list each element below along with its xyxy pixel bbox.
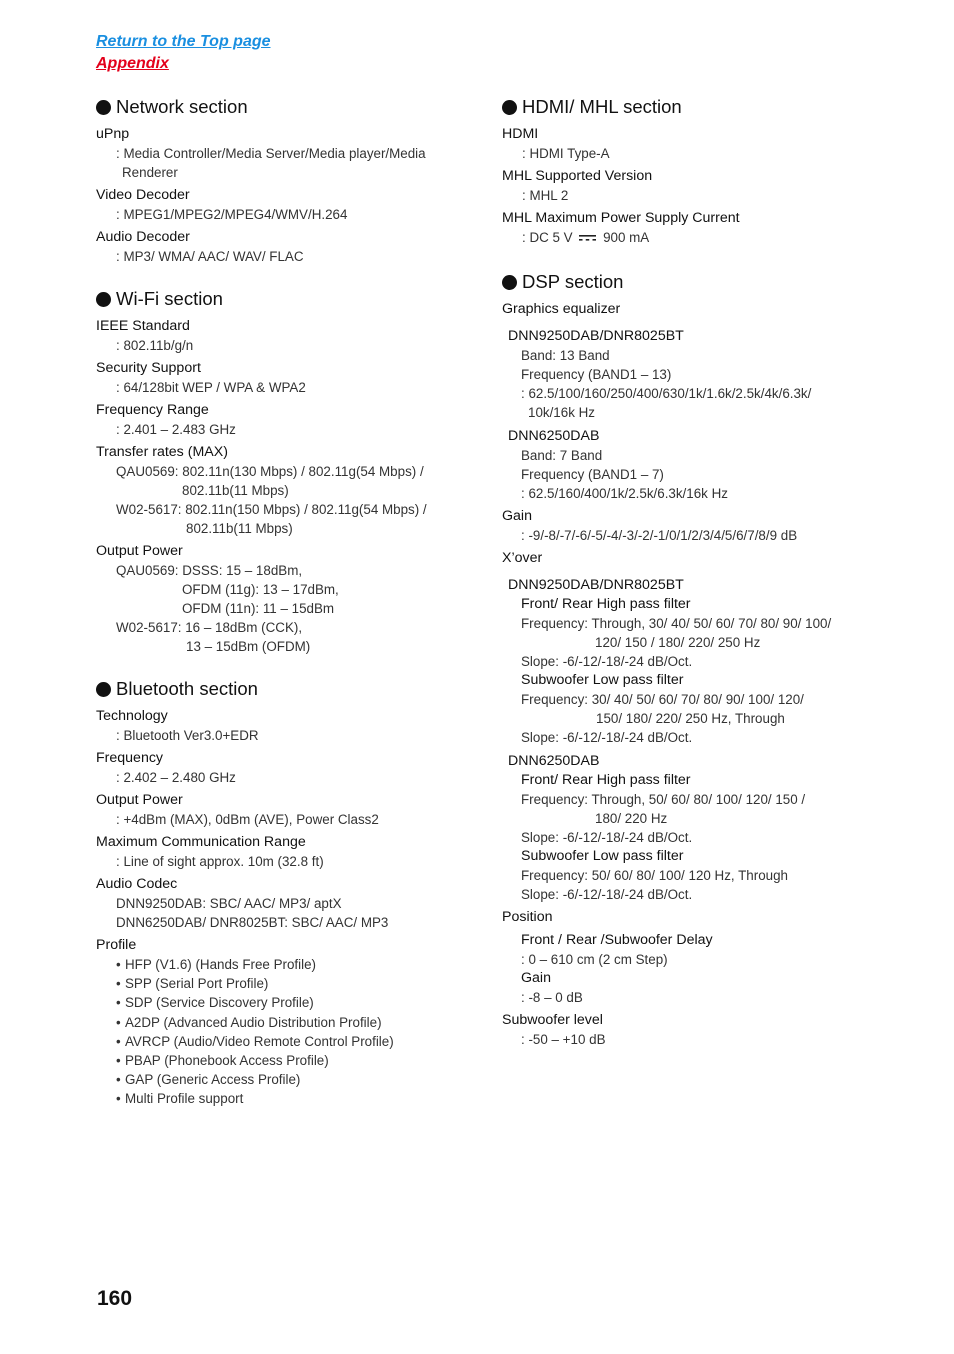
- x1-lpf-freq-line1: Frequency: 30/ 40/ 50/ 60/ 70/ 80/ 90/ 100/ 120/: [521, 692, 804, 707]
- mhl-version-value: : MHL 2: [522, 188, 569, 203]
- bt-output-power-value: : +4dBm (MAX), 0dBm (AVE), Power Class2: [116, 812, 379, 827]
- mhl-current-suffix: 900 mA: [603, 230, 650, 245]
- audio-codec-label: Audio Codec: [96, 876, 178, 892]
- mhl-current-prefix: : DC 5 V: [522, 230, 573, 245]
- position-gain-label: Gain: [521, 970, 551, 986]
- bt-frequency-value: : 2.402 – 2.480 GHz: [116, 770, 236, 785]
- hdmi-section: [502, 94, 902, 247]
- technology-label: Technology: [96, 708, 168, 724]
- audio-decoder-label: Audio Decoder: [96, 229, 190, 245]
- audio-decoder-value: : MP3/ WMA/ AAC/ WAV/ FLAC: [116, 249, 304, 264]
- x2-lpf-label: Subwoofer Low pass filter: [521, 848, 684, 864]
- network-section-title: [96, 94, 476, 120]
- bluetooth-section-title: [96, 676, 476, 702]
- eq-freq-1-line1: : 62.5/100/160/250/400/630/1k/1.6k/2.5k/4k/6.3k/: [521, 386, 812, 401]
- eq-freq-1-line2: 10k/16k Hz: [528, 405, 595, 420]
- mhl-current-value: [502, 228, 902, 247]
- list-item: • GAP (Generic Access Profile): [116, 1070, 476, 1089]
- bullet-dot-icon: [502, 275, 517, 290]
- dc-symbol-icon: [579, 234, 596, 242]
- codec-line1: DNN9250DAB: SBC/ AAC/ MP3/ aptX: [116, 896, 342, 911]
- dsp-section: [502, 269, 902, 1049]
- x2-hpf-label: Front/ Rear High pass filter: [521, 772, 691, 788]
- eq-band-1: Band: 13 Band: [521, 348, 610, 363]
- eq-freq-label-2: Frequency (BAND1 – 7): [521, 467, 664, 482]
- upnp-value-line1: : Media Controller/Media Server/Media player/Media: [116, 146, 426, 161]
- top-links: [96, 31, 271, 75]
- gain-label: Gain: [502, 508, 532, 524]
- rates-qau-line1: QAU0569: 802.11n(130 Mbps) / 802.11g(54 Mbps) /: [116, 464, 424, 479]
- list-item: • SPP (Serial Port Profile): [116, 974, 476, 993]
- technology-value: : Bluetooth Ver3.0+EDR: [116, 728, 259, 743]
- x2-lpf-slope: Slope: -6/-12/-18/-24 dB/Oct.: [521, 887, 693, 902]
- network-title-text: Network section: [116, 96, 248, 117]
- xover-model-1: DNN9250DAB/DNR8025BT: [508, 577, 684, 593]
- wifi-section-title: [96, 286, 476, 312]
- codec-line2: DNN6250DAB/ DNR8025BT: SBC/ AAC/ MP3: [116, 915, 389, 930]
- x1-lpf-slope: Slope: -6/-12/-18/-24 dB/Oct.: [521, 730, 693, 745]
- gain-value: : -9/-8/-7/-6/-5/-4/-3/-2/-1/0/1/2/3/4/5/6/7/8/9 dB: [521, 528, 798, 543]
- x1-hpf-freq-line2: 120/ 150 / 180/ 220/ 250 Hz: [595, 635, 761, 650]
- x1-lpf-label: Subwoofer Low pass filter: [521, 672, 684, 688]
- range-label: Maximum Communication Range: [96, 834, 306, 850]
- eq-freq-label-1: Frequency (BAND1 – 13): [521, 367, 672, 382]
- x1-hpf-slope: Slope: -6/-12/-18/-24 dB/Oct.: [521, 654, 693, 669]
- profile-label: Profile: [96, 937, 137, 953]
- position-label: Position: [502, 909, 553, 925]
- list-item: • Multi Profile support: [116, 1089, 476, 1108]
- upnp-value-line2: Renderer: [122, 165, 178, 180]
- list-item: • AVRCP (Audio/Video Remote Control Profile): [116, 1032, 476, 1051]
- subwoofer-level-label: Subwoofer level: [502, 1012, 603, 1028]
- bullet-dot-icon: [96, 100, 111, 115]
- rates-qau-line2: 802.11b(11 Mbps): [182, 483, 289, 498]
- xover-model-2: DNN6250DAB: [508, 753, 600, 769]
- eq-band-2: Band: 7 Band: [521, 448, 603, 463]
- eq-model-1: DNN9250DAB/DNR8025BT: [508, 328, 684, 344]
- ieee-value: : 802.11b/g/n: [116, 338, 194, 353]
- delay-value: : 0 – 610 cm (2 cm Step): [521, 952, 668, 967]
- range-value: : Line of sight approx. 10m (32.8 ft): [116, 854, 324, 869]
- list-item: • PBAP (Phonebook Access Profile): [116, 1051, 476, 1070]
- bullet-dot-icon: [96, 682, 111, 697]
- hdmi-value: : HDMI Type-A: [522, 146, 610, 161]
- hdmi-title-text: HDMI/ MHL section: [522, 96, 682, 117]
- transfer-rates-label: Transfer rates (MAX): [96, 444, 228, 460]
- x2-hpf-slope: Slope: -6/-12/-18/-24 dB/Oct.: [521, 830, 693, 845]
- x1-lpf-freq-line2: 150/ 180/ 220/ 250 Hz, Through: [596, 711, 785, 726]
- return-top-link[interactable]: Return to the Top page: [96, 33, 271, 50]
- wifi-frequency-value: : 2.401 – 2.483 GHz: [116, 422, 236, 437]
- position-gain-value: : -8 – 0 dB: [521, 990, 583, 1005]
- dsp-title-text: DSP section: [522, 271, 624, 292]
- right-column: [502, 94, 902, 1065]
- ieee-label: IEEE Standard: [96, 318, 190, 334]
- video-decoder-label: Video Decoder: [96, 187, 190, 203]
- power-w02-line2: 13 – 15dBm (OFDM): [186, 639, 311, 654]
- dsp-section-title: [502, 269, 902, 295]
- bt-output-power-label: Output Power: [96, 792, 183, 808]
- mhl-version-label: MHL Supported Version: [502, 168, 653, 184]
- power-qau-line3: OFDM (11n): 11 – 15dBm: [182, 601, 335, 616]
- mhl-current-label: MHL Maximum Power Supply Current: [502, 210, 740, 226]
- xover-label: X’over: [502, 550, 543, 566]
- rates-w02-line2: 802.11b(11 Mbps): [186, 521, 293, 536]
- list-item: • A2DP (Advanced Audio Distribution Profile): [116, 1013, 476, 1032]
- delay-label: Front / Rear /Subwoofer Delay: [521, 932, 713, 948]
- subwoofer-level-value: : -50 – +10 dB: [521, 1032, 606, 1047]
- list-item: • HFP (V1.6) (Hands Free Profile): [116, 955, 476, 974]
- bullet-dot-icon: [96, 292, 111, 307]
- list-item: • SDP (Service Discovery Profile): [116, 993, 476, 1012]
- profile-list: [96, 955, 476, 1109]
- security-label: Security Support: [96, 360, 201, 376]
- appendix-link[interactable]: Appendix: [96, 55, 169, 72]
- power-w02-line1: W02-5617: 16 – 18dBm (CCK),: [116, 620, 303, 635]
- power-qau-line2: OFDM (11g): 13 – 17dBm,: [182, 582, 339, 597]
- rates-w02-line1: W02-5617: 802.11n(150 Mbps) / 802.11g(54 Mbps) /: [116, 502, 427, 517]
- bluetooth-title-text: Bluetooth section: [116, 678, 258, 699]
- x2-hpf-freq-line1: Frequency: Through, 50/ 60/ 80/ 100/ 120/ 150 /: [521, 792, 806, 807]
- x1-hpf-freq-line1: Frequency: Through, 30/ 40/ 50/ 60/ 70/ 80/ 90/ 100/: [521, 616, 832, 631]
- wifi-frequency-label: Frequency Range: [96, 402, 209, 418]
- left-column: [96, 94, 476, 1125]
- graphic-eq-label: Graphics equalizer: [502, 301, 621, 317]
- security-value: : 64/128bit WEP / WPA & WPA2: [116, 380, 306, 395]
- x2-hpf-freq-line2: 180/ 220 Hz: [595, 811, 668, 826]
- x2-lpf-freq: Frequency: 50/ 60/ 80/ 100/ 120 Hz, Through: [521, 868, 788, 883]
- bullet-dot-icon: [502, 100, 517, 115]
- power-qau-line1: QAU0569: DSSS: 15 – 18dBm,: [116, 563, 303, 578]
- wifi-output-power-label: Output Power: [96, 543, 183, 559]
- video-decoder-value: : MPEG1/MPEG2/MPEG4/WMV/H.264: [116, 207, 348, 222]
- x1-hpf-label: Front/ Rear High pass filter: [521, 596, 691, 612]
- eq-model-2: DNN6250DAB: [508, 428, 600, 444]
- page-number: 160: [97, 1287, 133, 1310]
- network-section: [96, 94, 476, 266]
- hdmi-label: HDMI: [502, 126, 539, 142]
- upnp-label: uPnp: [96, 126, 130, 142]
- hdmi-section-title: [502, 94, 902, 120]
- wifi-section: [96, 286, 476, 656]
- eq-freq-2: : 62.5/160/400/1k/2.5k/6.3k/16k Hz: [521, 486, 728, 501]
- bt-frequency-label: Frequency: [96, 750, 164, 766]
- wifi-title-text: Wi-Fi section: [116, 288, 223, 309]
- bluetooth-section: [96, 676, 476, 1109]
